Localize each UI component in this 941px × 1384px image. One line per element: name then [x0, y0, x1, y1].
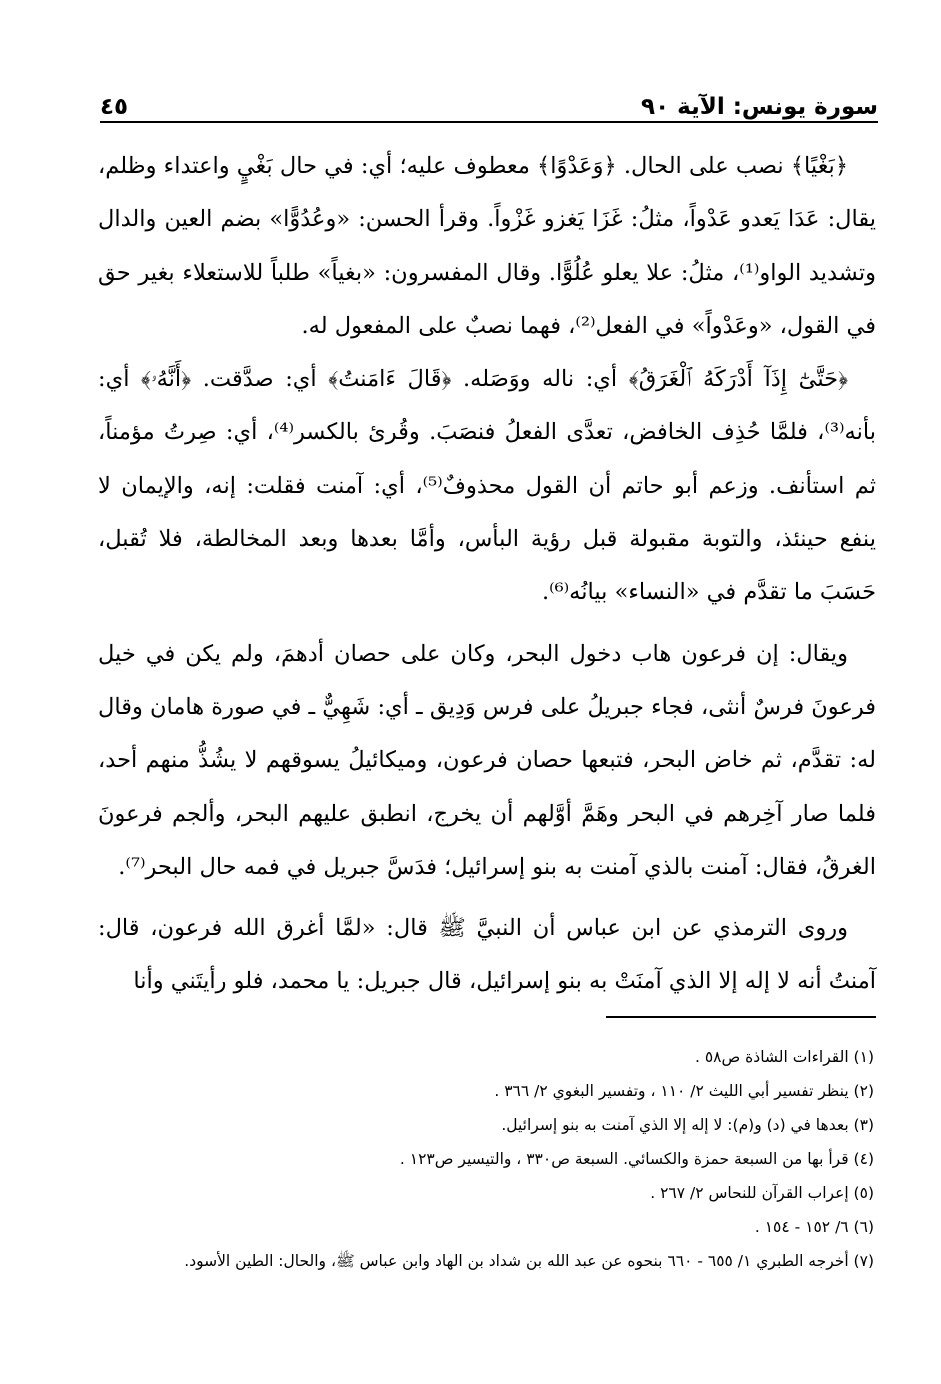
- footnote-2: (٢) ينظر تفسير أبي الليث ٢/ ١١٠ ، وتفسير البغوي ٢/ ٣٦٦ .: [494, 1082, 874, 1100]
- footnote-6: (٦) ٦/ ١٥٢ - ١٥٤ .: [754, 1218, 874, 1236]
- footnote-4: (٤) قرأ بها من السبعة حمزة والكسائي. السبعة ص٣٣٠ ، والتيسير ص١٢٣ .: [399, 1150, 874, 1168]
- main-text: [98, 140, 876, 1009]
- paragraph-3: ويقال: إن فرعون هاب دخول البحر، وكان على حصان أدهمَ، ولم يكن في خيل فرعونَ فرسٌ أنثى، فجاء جبريلُ على فرس وَدِيق ـ أي: شَهِيٌّ ـ في صورة هامان وقال له: تقدَّم، ثم خاض البحر، فتبعها حصان فرعون، وميكائيلُ يسوقهم لا يشُذُّ منهم أحد، فلما صار آخِرهم في البحر وهَمَّ أوَّلهم أن يخرج، انطبق عليهم البحر، وألجم فرعونَ الغرقُ، فقال: آمنت بالذي آمنت به بنو إسرائيل؛ فدَسَّ جبريل في فمه حال البحر⁽⁷⁾.: [98, 640, 876, 880]
- paragraph-4: وروى الترمذي عن ابن عباس أن النبيَّ ﷺ قال: «لمَّا أغرق الله فرعون، قال: آمنتُ أنه لا إله إلا الذي آمنَتْ به بنو إسرائيل، قال جبريل: يا محمد، فلو رأيتَني وأنا: [98, 915, 876, 995]
- footnote-1: (١) القراءات الشاذة ص٥٨ .: [695, 1048, 874, 1066]
- paragraph-2: ﴿حَتَّىٰٓ إِذَآ أَدْرَكَهُ ٱلْغَرَقُ﴾ أي: ناله ووَصَله. ﴿قَالَ ءَامَنتُ﴾ أي: صدَّقت. ﴿أَنَّهُۥ﴾ أي: بأنه⁽³⁾، فلمَّا حُذِف الخافض، تعدَّى الفعلُ فنصَبَ. وقُرئ بالكسر⁽⁴⁾، أي: صِرتُ مؤمناً، ثم استأنف. وزعم أبو حاتم أن القول محذوفٌ⁽⁵⁾، أي: آمنت فقلت: إنه، والإيمان لا ينفع حينئذ، والتوبة مقبولة قبل رؤية البأس، وأمَّا بعدها وبعد المخالطة، فلا تُقبل، حَسَبَ ما تقدَّم في «النساء» بيانُه⁽⁶⁾.: [98, 366, 876, 606]
- footnote-5: (٥) إعراب القرآن للنحاس ٢/ ٢٦٧ .: [650, 1184, 874, 1202]
- footnote-separator: [606, 1016, 876, 1018]
- running-title: سورة يونس: الآية ٩٠: [641, 94, 878, 120]
- page-number: ٤٥: [100, 94, 129, 120]
- footnote-3: (٣) بعدها في (د) و(م): لا إله إلا الذي آمنت به بنو إسرائيل.: [501, 1116, 874, 1134]
- page-header: [100, 78, 878, 120]
- footnote-7: (٧) أخرجه الطبري ١/ ٦٥٥ - ٦٦٠ بنحوه عن عبد الله بن شداد بن الهاد وابن عباس ﷺ، والحال: الطين الأسود.: [184, 1252, 874, 1270]
- header-rule: [100, 121, 878, 123]
- footnotes: [100, 1040, 874, 1274]
- paragraph-1: ﴿بَغْيًا﴾ نصب على الحال. ﴿وَعَدْوًا﴾ معطوف عليه؛ أي: في حال بَغْيٍ واعتداء وظلم، يقال: عَدَا يَعدو عَدْواً، مثلُ: غَزَا يَغزو غَزْواً. وقرأ الحسن: «وعُدُوًّا» بضم العين والدال وتشديد الواو⁽¹⁾، مثلُ: علا يعلو عُلُوًّا. وقال المفسرون: «بغياً» طلباً للاستعلاء بغير حق في القول، «وعَدْواً» في الفعل⁽²⁾، فهما نصبٌ على المفعول له.: [98, 153, 877, 339]
